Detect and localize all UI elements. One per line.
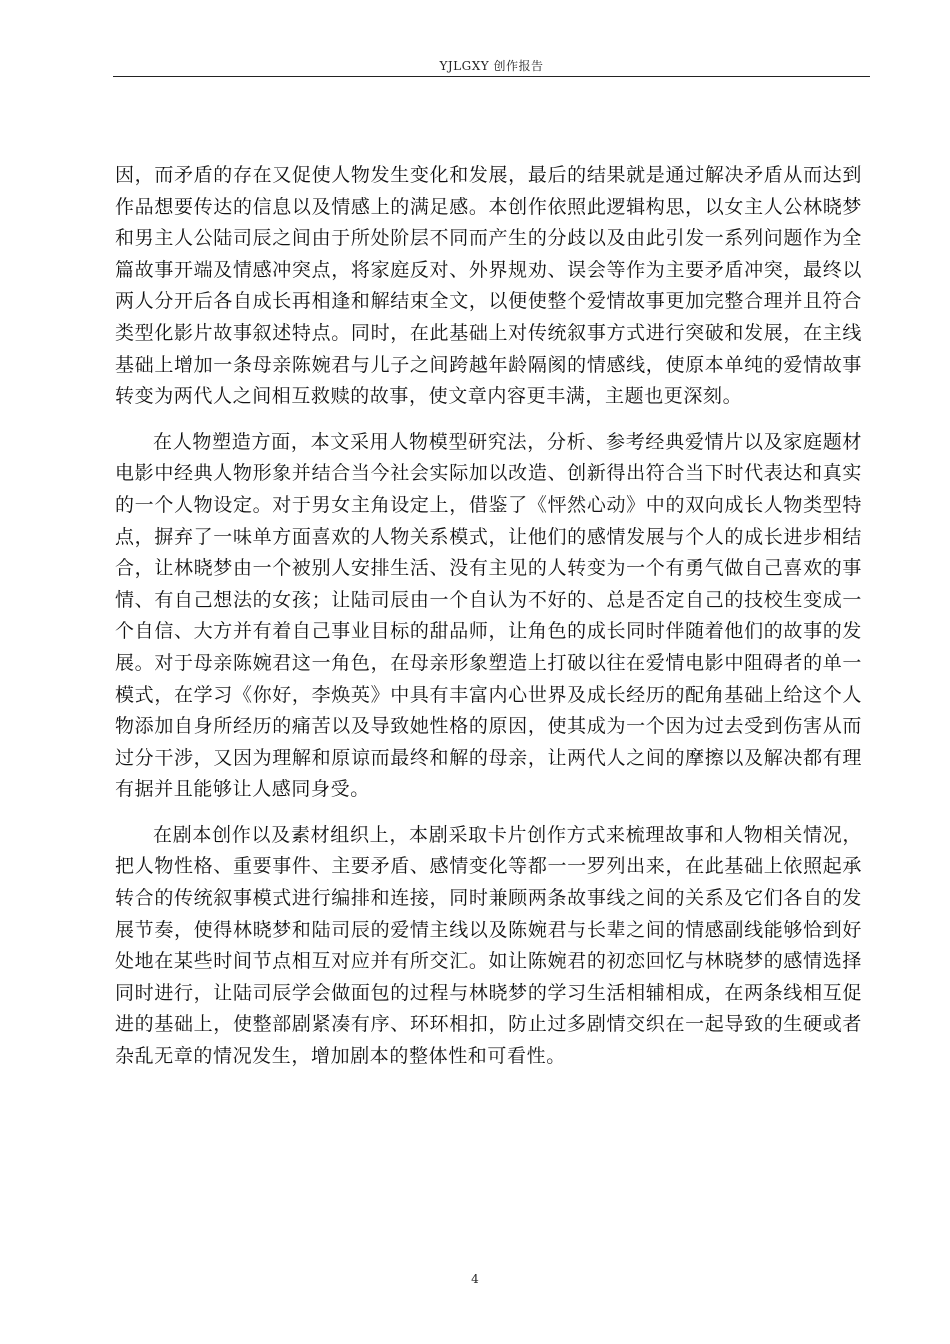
page-number: 4 bbox=[471, 1272, 479, 1286]
paragraph-script-organization: 在剧本创作以及素材组织上，本剧采取卡片创作方式来梳理故事和人物相关情况，把人物性格、重要事件、主要矛盾、感情变化等都一一罗列出来，在此基础上依照起承转合的传统叙事模式进行编排和连接，同时兼顾两条故事线之间的关系及它们各自的发展节奏，使得林晓梦和陆司辰的爱情主线以及陈婉君与长辈之间的情感副线能够恰到好处地在某些时间节点相互对应并有所交汇。如让陈婉君的初恋回忆与林晓梦的感情选择同时进行，让陆司辰学会做面包的过程与林晓梦的学习生活相辅相成，在两条线相互促进的基础上，使整部剧紧凑有序、环环相扣，防止过多剧情交织在一起导致的生硬或者杂乱无章的情况发生，增加剧本的整体性和可看性。 bbox=[115, 823, 862, 1068]
running-header: YJLGXY 创作报告 bbox=[439, 59, 544, 73]
header-divider bbox=[113, 76, 870, 77]
paragraph-continuation: 因，而矛盾的存在又促使人物发生变化和发展，最后的结果就是通过解决矛盾从而达到作品想要传达的信息以及情感上的满足感。本创作依照此逻辑构思，以女主人公林晓梦和男主人公陆司辰之间由于所处阶层不同而产生的分歧以及由此引发一系列问题作为全篇故事开端及情感冲突点，将家庭反对、外界规劝、误会等作为主要矛盾冲突，最终以两人分开后各自成长再相逢和解结束全文，以便使整个爱情故事更加完整合理并且符合类型化影片故事叙述特点。同时，在此基础上对传统叙事方式进行突破和发展，在主线基础上增加一条母亲陈婉君与儿子之间跨越年龄隔阂的情感线，使原本单纯的爱情故事转变为两代人之间相互救赎的故事，使文章内容更丰满，主题也更深刻。 bbox=[115, 164, 862, 408]
paragraph-character-design: 在人物塑造方面，本文采用人物模型研究法，分析、参考经典爱情片以及家庭题材电影中经典人物形象并结合当今社会实际加以改造、创新得出符合当下时代表达和真实的一个人物设定。对于男女主角设定上，借鉴了《怦然心动》中的双向成长人物类型特点，摒弃了一味单方面喜欢的人物关系模式，让他们的感情发展与个人的成长进步相结合，让林晓梦由一个被别人安排生活、没有主见的人转变为一个有勇气做自己喜欢的事情、有自己想法的女孩；让陆司辰由一个自认为不好的、总是否定自己的技校生变成一个自信、大方并有着自己事业目标的甜品师，让角色的成长同时伴随着他们的故事的发展。对于母亲陈婉君这一角色，在母亲形象塑造上打破以往在爱情电影中阻碍者的单一模式，在学习《你好，李焕英》中具有丰富内心世界及成长经历的配角基础上给这个人物添加自身所经历的痛苦以及导致她性格的原因，使其成为一个因为过去受到伤害从而过分干涉，又因为理解和原谅而最终和解的母亲，让两代人之间的摩擦以及解决都有理有据并且能够让人感同身受。 bbox=[115, 430, 862, 801]
body-text bbox=[115, 160, 862, 1073]
